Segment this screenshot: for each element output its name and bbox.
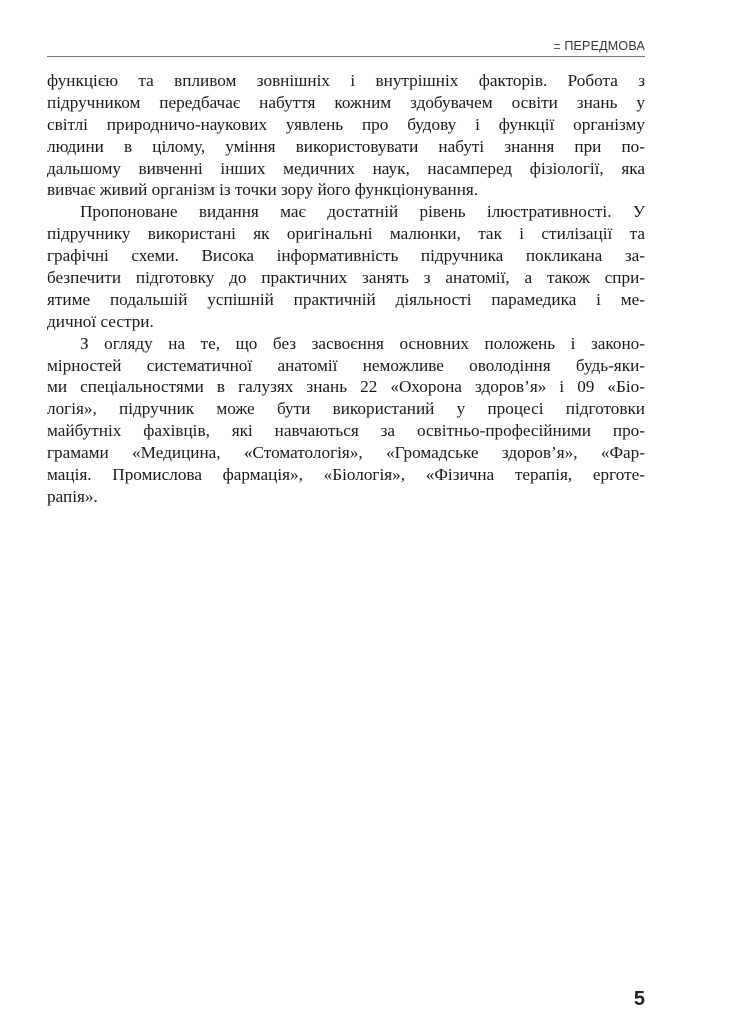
text-line: ми спеціальностями в галузях знань 22 «Охорона здоров’я» і 09 «Біо-: [47, 377, 645, 397]
header-rule: [47, 56, 645, 57]
header-bullet-icon: [554, 44, 560, 49]
text-line: Пропоноване видання має достатній рівень ілюстративності. У: [80, 202, 645, 222]
text-line: світлі природничо-наукових уявлень про будову і функції організму: [47, 114, 645, 134]
text-line: майбутніх фахівців, які навчаються за освітньо-професійними про-: [47, 421, 645, 441]
text-line: грамами «Медицина, «Стоматологія», «Громадське здоров’я», «Фар-: [47, 443, 645, 463]
text-line: безпечити підготовку до практичних занять з анатомії, а також спри-: [47, 268, 645, 288]
page-header: [47, 38, 645, 60]
paragraph: [47, 333, 645, 508]
text-line: рапія».: [47, 486, 98, 506]
text-line: мація. Промислова фармація», «Біологія», «Фізична терапія, ерготе-: [47, 465, 645, 485]
text-line: логія», підручник може бути використаний у процесі підготовки: [47, 399, 645, 419]
page-number: 5: [633, 988, 645, 1010]
paragraph: [47, 201, 645, 332]
paragraph: [47, 70, 645, 201]
text-line: вивчає живий організм із точки зору його функціонування.: [47, 180, 479, 200]
body-text: [47, 70, 645, 508]
text-line: графічні схеми. Висока інформативність підручника покликана за-: [47, 246, 645, 266]
text-line: підручнику використані як оригінальні малюнки, так і стилізації та: [47, 224, 645, 244]
section-title: ПЕРЕДМОВА: [564, 39, 645, 53]
text-line: підручником передбачає набуття кожним здобувачем освіти знань у: [47, 92, 645, 112]
running-header: [554, 38, 645, 54]
text-line: З огляду на те, що без засвоєння основних положень і законо-: [80, 333, 645, 353]
text-line: функцією та впливом зовнішніх і внутрішніх факторів. Робота з: [47, 71, 645, 90]
text-line: мірностей систематичної анатомії неможливе оволодіння будь-яки-: [47, 355, 645, 375]
text-line: дальшому вивченні інших медичних наук, насамперед фізіології, яка: [47, 158, 645, 178]
text-line: людини в цілому, уміння використовувати набуті знання при по-: [47, 136, 645, 156]
text-line: ятиме подальшій успішній практичній діяльності парамедика і ме-: [47, 289, 645, 309]
text-line: дичної сестри.: [47, 311, 154, 331]
